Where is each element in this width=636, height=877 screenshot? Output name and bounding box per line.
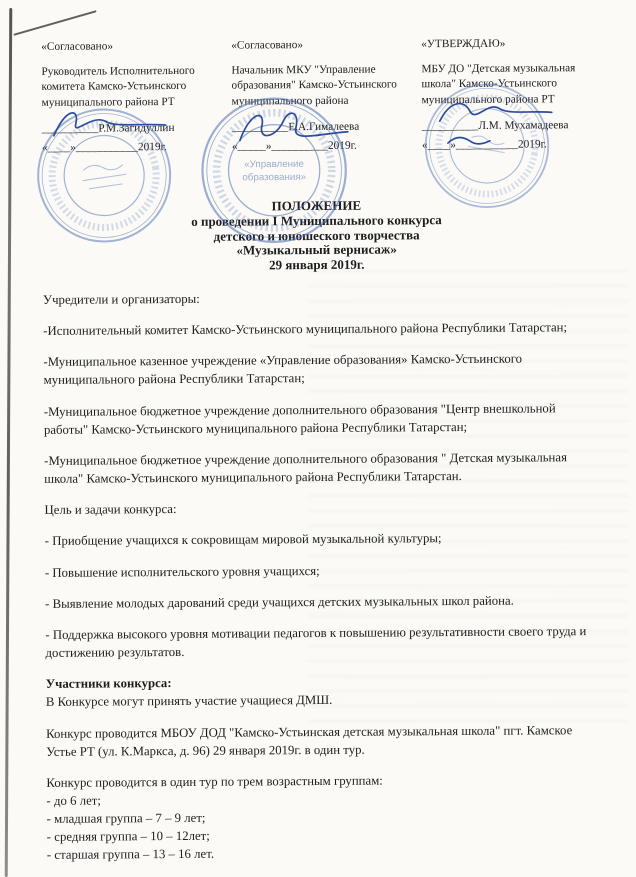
signature-line: __________Л.М. Мухамадеева [421,119,569,133]
date-line: «_____»__________2019г. [231,139,357,153]
title-line-1: ПОЛОЖЕНИЕ [271,197,362,214]
approval-status: «Согласовано» [231,39,304,52]
goal-item-2: - Повышение исполнительского уровня учащихся; [44,563,320,580]
title-line-2: о проведении I Муниципального конкурса [191,211,442,229]
founders-heading: Учредители и организаторы: [42,291,200,307]
title-line-4: «Музыкальный вернисаж» [236,241,397,259]
participants-section [46,671,602,711]
date-line: «____»___________2019г. [421,138,547,152]
group-item-2: - младшая группа – 7 – 9 лет; [46,810,206,827]
goal-item-4: - Поддержка высокого уровня мотивации педагогов к повышению результативности своего труда и достижению результатов. [45,624,587,660]
date-line: «____»___________2019г. [41,140,167,154]
approval-status: «УТВЕРЖДАЮ» [421,37,506,51]
signature-line: __________Е.А.Гималеева [231,121,360,134]
founder-item-4: -Муниципальное бюджетное учреждение дополнительного образования " Детская музыкальная школа" Камско-Устьинского муниципального района Республики Татарстан. [44,450,567,487]
document-body [43,287,603,877]
participants-heading: Участники конкурса: [45,676,172,692]
approval-position: Начальник МКУ "Управление образования" Камско-Устьинского муниципального района [231,63,397,108]
goal-item-1: - Приобщение учащихся к сокровищам мировой музыкальной культуры; [44,531,442,549]
founder-item-1: -Исполнительный комитет Камско-Устьинского муниципального района Республики Татарстан; [43,320,568,339]
title-line-3: детского и юношеского творчества [213,226,420,244]
title-line-5: 29 января 2019г. [268,256,365,273]
stamp-center-label: образования» [242,171,307,184]
approval-position: МБУ ДО "Детская музыкальная школа" Камско-Устьинского муниципального района РТ [421,61,576,107]
signature-line: __________Р.М.Загидуллин [41,122,175,136]
goals-heading: Цель и задачи конкурса: [44,502,177,518]
goal-item-3: - Выявление молодых дарований среди учащихся детских музыкальных школ района. [45,593,514,611]
founder-item-3: -Муниципальное бюджетное учреждение дополнительного образования "Центр внешкольной работы" Камско-Устьинского муниципального района Республики Татарстан; [43,400,556,437]
handwritten-signature-icon [48,103,180,148]
founder-item-2: -Муниципальное казенное учреждение «Управление образования» Камско-Устьинского муниципального района Республики Татарстан; [43,351,523,388]
venue-text: Конкурс проводится МБОУ ДОД "Камско-Устьинская детская музыкальная школа" пгт. Камское Устье РТ (ул. К.Маркса, д. 96) 29 января 2019г. в один тур. [46,722,573,759]
approval-position: Руководитель Исполнительного комитета Камско-Устьинского муниципального района РТ [41,64,195,109]
age-groups-section [46,770,603,865]
stamp-center-label: «Управление [244,158,304,171]
group-item-3: - средняя группа – 10 – 12лет; [46,829,210,845]
approval-status: «Согласовано» [41,40,114,53]
groups-heading: Конкурс проводится в один тур по трем возрастным группам: [46,773,383,790]
participants-text: В Конкурсе могут принять участие учащиеся ДМШ. [45,693,333,710]
group-item-1: - до 6 лет; [46,793,101,808]
handwritten-signature-icon [434,94,566,153]
group-item-4: - старшая группа – 13 – 16 лет. [46,847,215,863]
handwritten-signature-icon [232,106,364,155]
